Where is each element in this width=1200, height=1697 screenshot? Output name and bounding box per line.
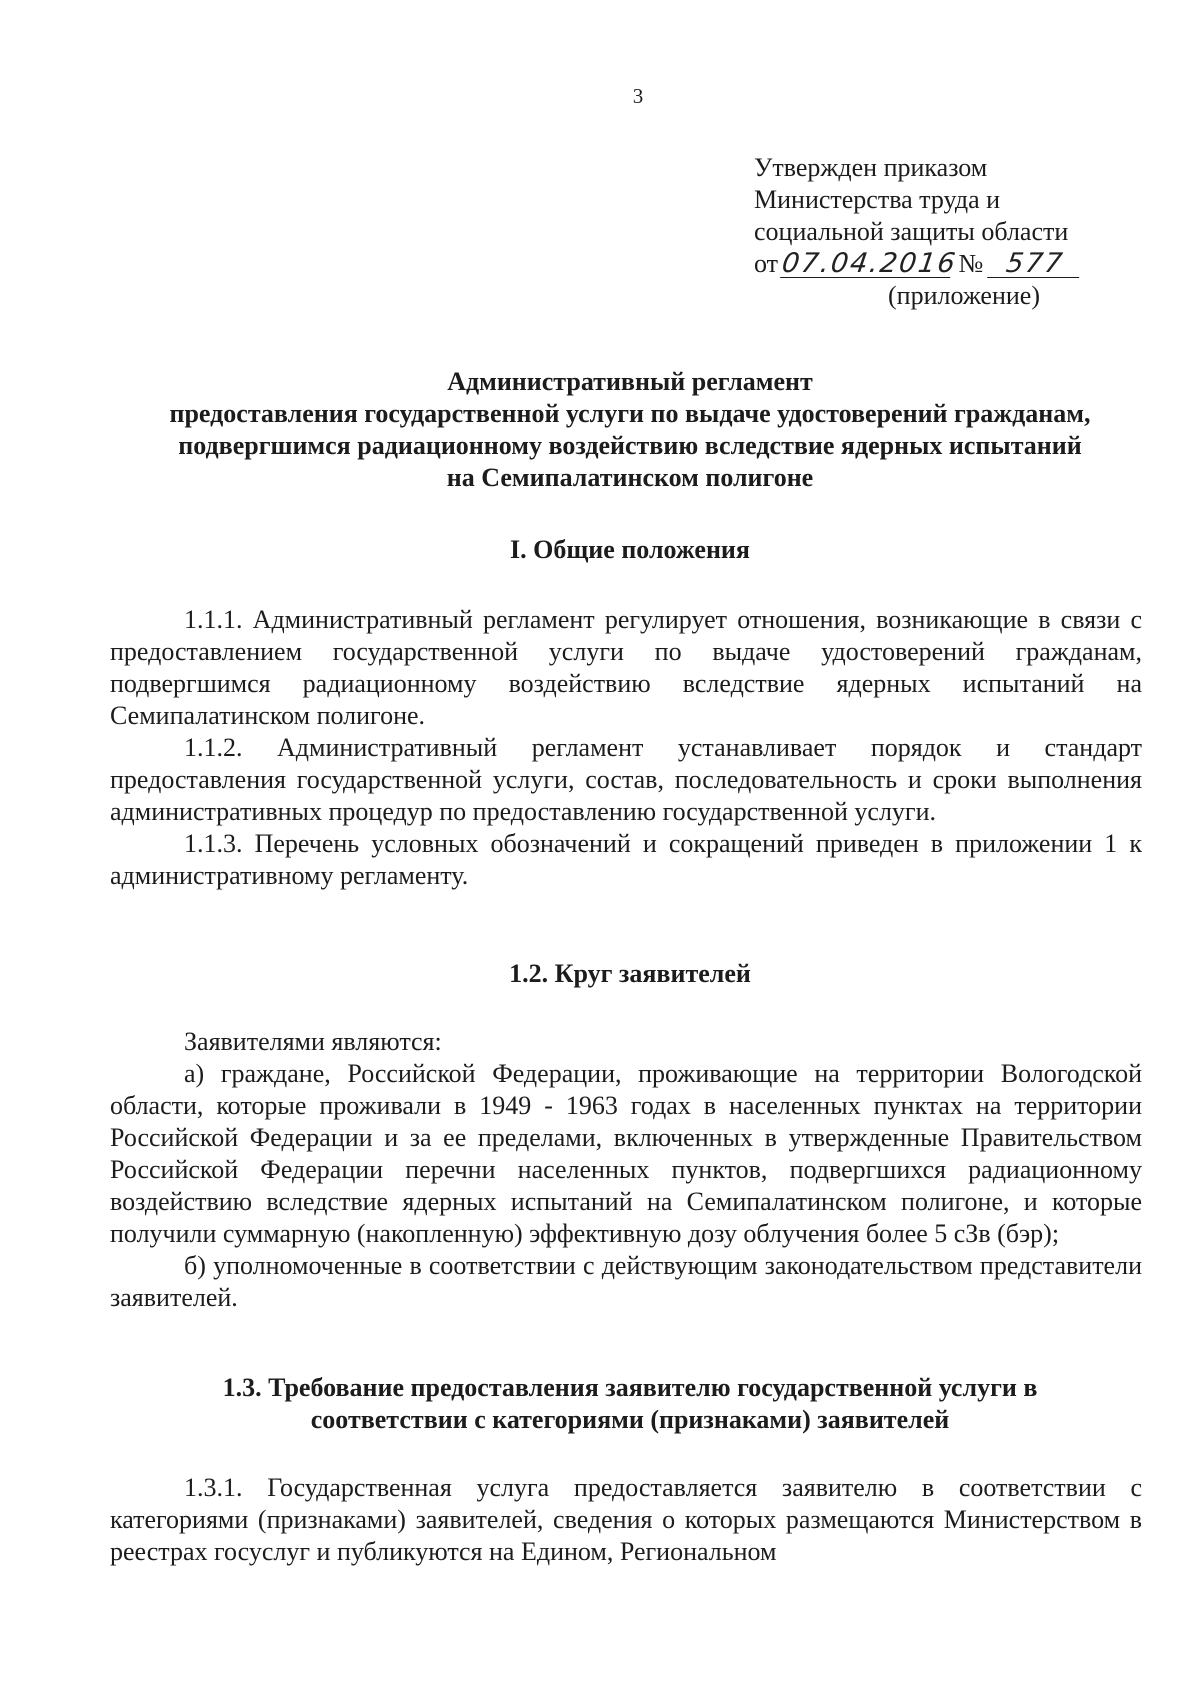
section-1-heading: I. Общие положения bbox=[510, 535, 750, 564]
paragraph-1-1-2: 1.1.2. Административный регламент устанавливает порядок и стандарт предоставления государственной услуги, состав, последовательность и сроки выполнения административных процедур по предоставлению государственной услуги. bbox=[110, 733, 1142, 826]
section-3-heading-line-1: 1.3. Требование предоставления заявителю государственной услуги в bbox=[222, 1373, 1038, 1402]
title-line-1: Административный регламент bbox=[447, 367, 813, 396]
section-2-body bbox=[110, 1026, 1142, 1314]
section-3-heading bbox=[110, 1372, 1150, 1436]
paragraph-1-1-3: 1.1.3. Перечень условных обозначений и сокращений приведен в приложении 1 к административному регламенту. bbox=[110, 829, 1142, 890]
approval-line-3: социальной защиты области bbox=[754, 217, 1069, 246]
section-2-heading: 1.2. Круг заявителей bbox=[509, 959, 751, 988]
applicants-item-b: б) уполномоченные в соответствии с действующим законодательством представители заявителей. bbox=[110, 1251, 1142, 1312]
approval-date-line bbox=[754, 248, 1164, 280]
applicants-intro: Заявителями являются: bbox=[184, 1027, 442, 1056]
number-prefix: № bbox=[958, 249, 984, 278]
section-3-heading-line-2: соответствии с категориями (признаками) заявителей bbox=[310, 1405, 950, 1434]
approval-block bbox=[754, 152, 1164, 312]
section-1-body bbox=[110, 604, 1142, 892]
applicants-item-a: а) граждане, Российской Федерации, проживающие на территории Вологодской области, которые проживали в 1949 - 1963 годах в населенных пунктах на территории Российской Федерации и за ее пределами, включенных в утвержденные Правительством Российской Федерации перечни населенных пунктов, подвергшихся радиационному воздействию вследствие ядерных испытаний на Семипалатинском полигоне, и которые получили суммарную (накопленную) эффективную дозу облучения более 5 сЗв (бэр); bbox=[110, 1059, 1142, 1248]
title-line-4: на Семипалатинском полигоне bbox=[446, 463, 814, 492]
section-3-body bbox=[110, 1472, 1142, 1568]
handwritten-number: 577 bbox=[987, 251, 1083, 278]
date-prefix: от bbox=[754, 249, 779, 278]
paragraph-1-1-1: 1.1.1. Административный регламент регулирует отношения, возникающие в связи с предоставлением государственной услуги по выдаче удостоверений гражданам, подвергшимся радиационному воздействию вследствие ядерных испытаний на Семипалатинском полигоне. bbox=[110, 605, 1142, 730]
approval-line-2: Министерства труда и bbox=[754, 185, 1001, 214]
paragraph-1-3-1: 1.3.1. Государственная услуга предоставляется заявителю в соответствии с категориями (признаками) заявителей, сведения о которых размещаются Министерством в реестрах госуслуг и публикуются на Едином, Региональном bbox=[110, 1473, 1142, 1566]
title-line-3: подвергшимся радиационному воздействию вследствие ядерных испытаний bbox=[178, 431, 1082, 460]
approval-line-1: Утвержден приказом bbox=[754, 153, 988, 182]
page-number: 3 bbox=[632, 84, 644, 108]
handwritten-date: 07.04.2016 bbox=[779, 248, 959, 279]
title-line-2: предоставления государственной услуги по выдаче удостоверений гражданам, bbox=[169, 399, 1091, 428]
document-title bbox=[110, 366, 1150, 494]
approval-note: (приложение) bbox=[888, 281, 1041, 310]
